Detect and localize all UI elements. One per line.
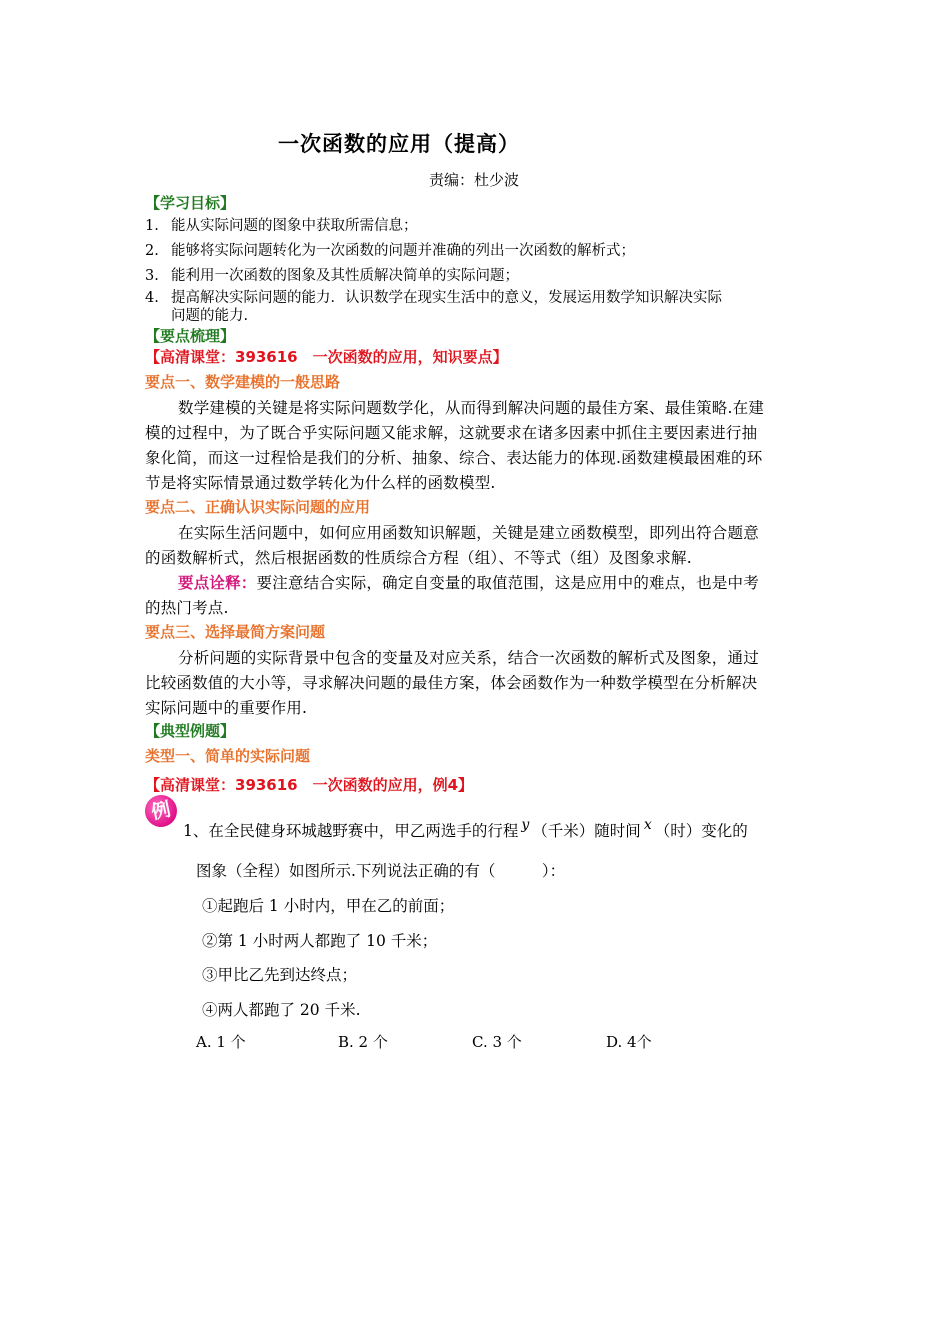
note-label: 要点诠释： — [178, 574, 257, 592]
goal-number: 3. — [145, 268, 159, 284]
answer-options — [196, 1031, 652, 1052]
option-d[interactable]: D. 4个 — [606, 1033, 652, 1051]
point-2-note-continuation: 的热门考点. — [145, 599, 229, 617]
goal-text: 能利用一次函数的图象及其性质解决简单的实际问题； — [171, 268, 519, 284]
option-b[interactable]: B. 2 个 — [338, 1033, 388, 1051]
goal-item-4-continuation: 问题的能力. — [171, 308, 249, 324]
statement-item: ②第 1 小时两人都跑了 10 千米； — [202, 932, 438, 950]
variable-y: y — [521, 817, 530, 833]
point-1-line: 象化简，而这一过程恰是我们的分析、抽象、综合、表达能力的体现.函数建模最困难的环 — [145, 449, 763, 467]
type-1-heading: 类型一、简单的实际问题 — [145, 747, 311, 765]
point-3-line: 实际问题中的重要作用. — [145, 699, 308, 717]
statement-item: ①起跑后 1 小时内，甲在乙的前面； — [202, 897, 455, 915]
goal-number: 1. — [145, 218, 159, 234]
course-link-points[interactable]: 【高清课堂：393616 一次函数的应用，知识要点】 — [145, 348, 508, 366]
goal-text: 提高解决实际问题的能力．认识数学在现实生活中的意义，发展运用数学知识解决实际 — [171, 290, 722, 306]
goal-number: 2. — [145, 243, 159, 259]
points-heading: 【要点梳理】 — [145, 327, 236, 345]
goal-text: 能够将实际问题转化为一次函数的问题并准确的列出一次函数的解析式； — [171, 243, 635, 259]
goal-item-1 — [145, 214, 418, 235]
variable-x: x — [643, 817, 652, 833]
point-1-heading: 要点一、数学建模的一般思路 — [145, 373, 341, 391]
examples-heading: 【典型例题】 — [145, 722, 236, 740]
point-2-heading: 要点二、正确认识实际问题的应用 — [145, 498, 371, 516]
point-2-line: 的函数解析式，然后根据函数的性质综合方程（组）、不等式（组）及图象求解. — [145, 549, 692, 567]
note-text: 要注意结合实际，确定自变量的取值范围，这是应用中的难点，也是中考 — [256, 574, 759, 592]
goal-number: 4. — [145, 290, 159, 306]
example-badge-icon: 例 — [142, 792, 180, 830]
statement-item: ③甲比乙先到达终点； — [202, 966, 358, 984]
question-text: （时）变化的 — [654, 822, 748, 840]
option-a[interactable]: A. 1 个 — [196, 1033, 246, 1051]
point-3-line: 分析问题的实际背景中包含的变量及对应关系，结合一次函数的解析式及图象，通过 — [178, 649, 759, 667]
goal-item-3 — [145, 264, 519, 285]
point-1-line: 数学建模的关键是将实际问题数学化，从而得到解决问题的最佳方案、最佳策略.在建 — [178, 399, 765, 417]
option-c[interactable]: C. 3 个 — [472, 1033, 522, 1051]
goals-heading: 【学习目标】 — [145, 194, 236, 212]
point-2-note — [178, 571, 759, 593]
question-1-line-2: 图象（全程）如图所示.下列说法正确的有（ ）： — [196, 862, 566, 880]
goal-item-2 — [145, 239, 635, 260]
editor-credit: 责编：杜少波 — [429, 171, 520, 189]
question-text: 1、在全民健身环城越野赛中，甲乙两选手的行程 — [183, 822, 519, 840]
statement-item: ④两人都跑了 20 千米. — [202, 1001, 361, 1019]
point-1-line: 节是将实际情景通过数学转化为什么样的函数模型. — [145, 474, 496, 492]
question-1-line-1 — [183, 819, 748, 841]
point-2-line: 在实际生活问题中，如何应用函数知识解题，关键是建立函数模型，即列出符合题意 — [178, 524, 759, 542]
course-link-example[interactable]: 【高清课堂：393616 一次函数的应用，例4】 — [145, 776, 474, 794]
page-title: 一次函数的应用（提高） — [278, 132, 520, 156]
question-text: （千米）随时间 — [532, 822, 641, 840]
point-3-heading: 要点三、选择最简方案问题 — [145, 623, 326, 641]
point-3-line: 比较函数值的大小等，寻求解决问题的最佳方案，体会函数作为一种数学模型在分析解决 — [145, 674, 758, 692]
point-1-line: 模的过程中，为了既合乎实际问题又能求解，这就要求在诸多因素中抓住主要因素进行抽 — [145, 424, 758, 442]
goal-text: 能从实际问题的图象中获取所需信息； — [171, 218, 418, 234]
